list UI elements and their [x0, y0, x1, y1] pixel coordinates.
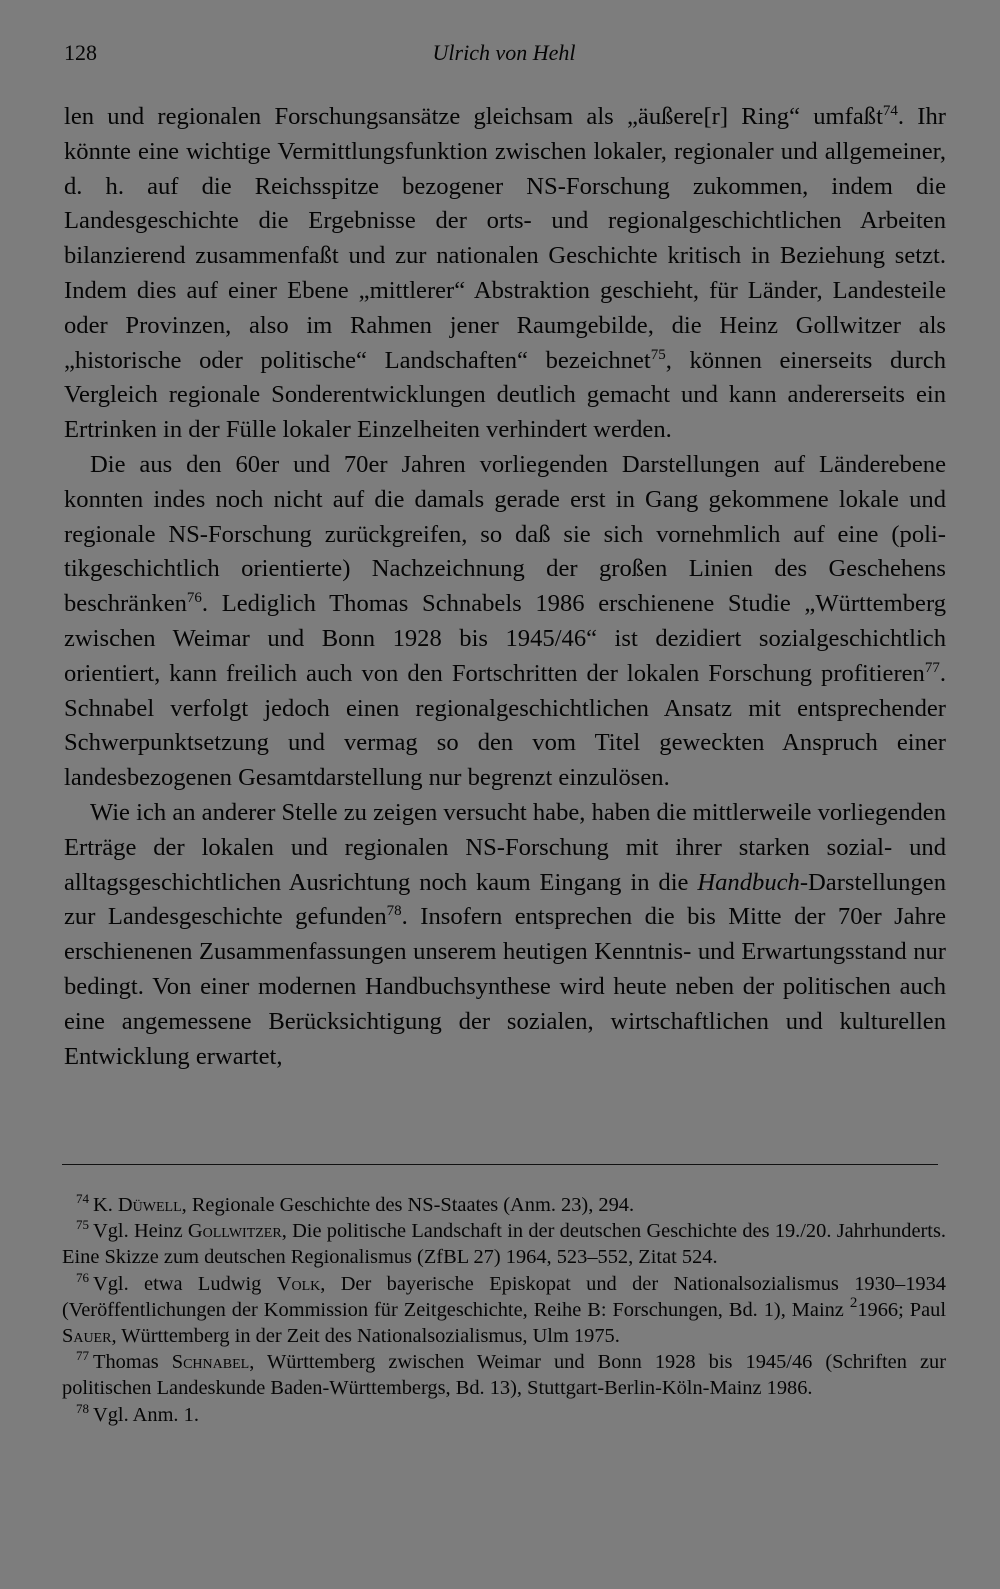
running-head-author: Ulrich von Hehl — [432, 40, 576, 65]
footnote-text: K. — [93, 1194, 118, 1216]
paragraph-text: len und regionalen Forschungsansätze gleichsam als „äußere[r] Ring“ umfaßt — [64, 103, 883, 130]
footnote-divider — [62, 1164, 938, 1165]
footnote-number: 74 — [76, 1191, 89, 1206]
running-head — [64, 40, 944, 70]
footnote-author: Volk — [276, 1272, 321, 1295]
italic-term: Handbuch — [697, 868, 800, 896]
edition-number: 2 — [849, 1294, 858, 1311]
footnote-text: 1966; Paul — [857, 1298, 946, 1321]
paragraph-text: Wie ich an anderer Stelle zu zeigen versucht habe, haben die mittlerweile vorliegenden Erträge der lokalen und regionalen NS-Forschung mit ihrer starken sozial- und alltagsgeschichtlichen Ausrichtung noch kaum Eingang in die — [64, 798, 947, 896]
footnote-78 — [62, 1402, 946, 1428]
footnote-text: , Württemberg zwischen Weimar und Bonn 1928 bis 1945/46 (Schriften zur politischen Landeskunde Baden-Württembergs, Bd. 13), Stuttgart-Berlin-Köln-Mainz 1986. — [62, 1351, 947, 1400]
paragraph-1 — [64, 100, 946, 448]
footnote-author: Gollwitzer — [187, 1220, 282, 1243]
paragraph-text: -Darstellungen zur Landesgeschichte gefunden — [64, 868, 946, 931]
footnote-text: Vgl. Anm. 1. — [93, 1403, 199, 1426]
footnote-76 — [62, 1271, 946, 1350]
footnotes — [62, 1192, 946, 1428]
footnote-text: , Die politische Landschaft in der deutschen Geschichte des 19./20. Jahrhunderts. Eine Skizze zum deutschen Regionalismus (ZfBL 27) 1964, 523–552, Zitat 524. — [62, 1220, 946, 1269]
paragraph-text: Die aus den 60er und 70er Jahren vorliegenden Darstellungen auf Länderebene konnten indes noch nicht auf die damals gerade erst in Gang gekommene lokale und regionale NS-Forschung zurückgreifen, so daß sie sich vornehmlich auf eine (politikgeschichtlich orientierte) Nachzeichnung der großen Linien des Geschehens beschränken — [64, 450, 946, 618]
footnote-number: 76 — [76, 1269, 89, 1285]
page-number: 128 — [64, 40, 97, 65]
footnote-author: Schnabel — [171, 1351, 250, 1374]
paragraph-text: . Lediglich Thomas Schnabels 1986 erschienene Studie „Württemberg zwischen Weimar und Bonn 1928 bis 1945/46“ ist dezidiert sozialgeschichtlich orientiert, kann freilich auch von den Fortschritten der lokalen Forschung profitieren — [64, 590, 946, 687]
footnote-author: Düwell — [117, 1194, 182, 1216]
footnote-text: , Regionale Geschichte des NS-Staates (Anm. 23), 294. — [181, 1194, 635, 1216]
paragraph-2 — [64, 448, 946, 796]
footnote-number: 75 — [76, 1217, 89, 1233]
paragraph-text: , können einerseits durch Vergleich regionale Sonderentwicklungen deutlich gemacht und kann andererseits ein Ertrinken in der Fülle lokaler Einzelheiten verhindert werden. — [64, 346, 946, 444]
footnote-ref-77: 77 — [924, 659, 940, 676]
footnote-ref-74: 74 — [882, 103, 898, 119]
footnote-text: Thomas — [93, 1351, 172, 1374]
footnote-text: Vgl. Heinz — [93, 1220, 188, 1243]
body-text — [64, 100, 946, 1074]
footnote-text: , Der bayerische Episkopat und der Nationalsozialismus 1930–1934 (Veröffentlichungen der Kommission für Zeitgeschichte, Reihe B: Forschungen, Bd. 1), Mainz — [62, 1272, 946, 1321]
paragraph-text: . Ihr könnte eine wichtige Vermittlungsfunktion zwischen lokaler, regionaler und allgemeiner, d. h. auf die Reichsspitze bezogener NS-Forschung zukommen, indem die Landesgeschichte die Ergebnisse der orts- und regionalgeschichtlichen Arbeiten bilanzierend zusammenfaßt und zur nationalen Geschichte kritisch in Beziehung setzt. Indem dies auf einer Ebene „mittlerer“ Abstraktion geschieht, für Länder, Landesteile oder Provinzen, also im Rahmen jener Raumgebilde, die Heinz Gollwitzer als „historische oder politische“ Landschaften“ bezeichnet — [64, 103, 946, 374]
paragraph-3 — [64, 796, 946, 1074]
footnote-number: 77 — [76, 1348, 89, 1364]
footnote-77 — [62, 1349, 946, 1401]
footnote-ref-76: 76 — [186, 590, 202, 607]
footnote-74 — [62, 1192, 946, 1218]
footnote-author: Sauer — [62, 1325, 112, 1348]
footnote-ref-75: 75 — [650, 346, 666, 363]
footnote-text: Vgl. etwa Ludwig — [93, 1272, 277, 1295]
footnote-number: 78 — [76, 1400, 89, 1416]
paragraph-text: . Insofern entsprechen die bis Mitte der 70er Jahre erschienenen Zusammenfassungen unserem heutigen Kenntnis- und Erwartungsstand nur bedingt. Von einer modernen Handbuchsynthese wird heute neben der politischen auch eine angemessene Berücksichtigung der sozialen, wirtschaftlichen und kulturellen Entwicklung erwartet, — [64, 903, 946, 1070]
paragraph-text: . Schnabel verfolgt jedoch einen regionalgeschichtlichen Ansatz mit entsprechender Schwerpunktsetzung und vermag so den vom Titel geweckten Anspruch einer landesbezogenen Gesamtdarstellung nur begrenzt einzulösen. — [64, 659, 946, 792]
footnote-text: , Württemberg in der Zeit des Nationalsozialismus, Ulm 1975. — [111, 1325, 620, 1348]
footnote-75 — [62, 1218, 946, 1270]
footnote-ref-78: 78 — [386, 903, 402, 920]
